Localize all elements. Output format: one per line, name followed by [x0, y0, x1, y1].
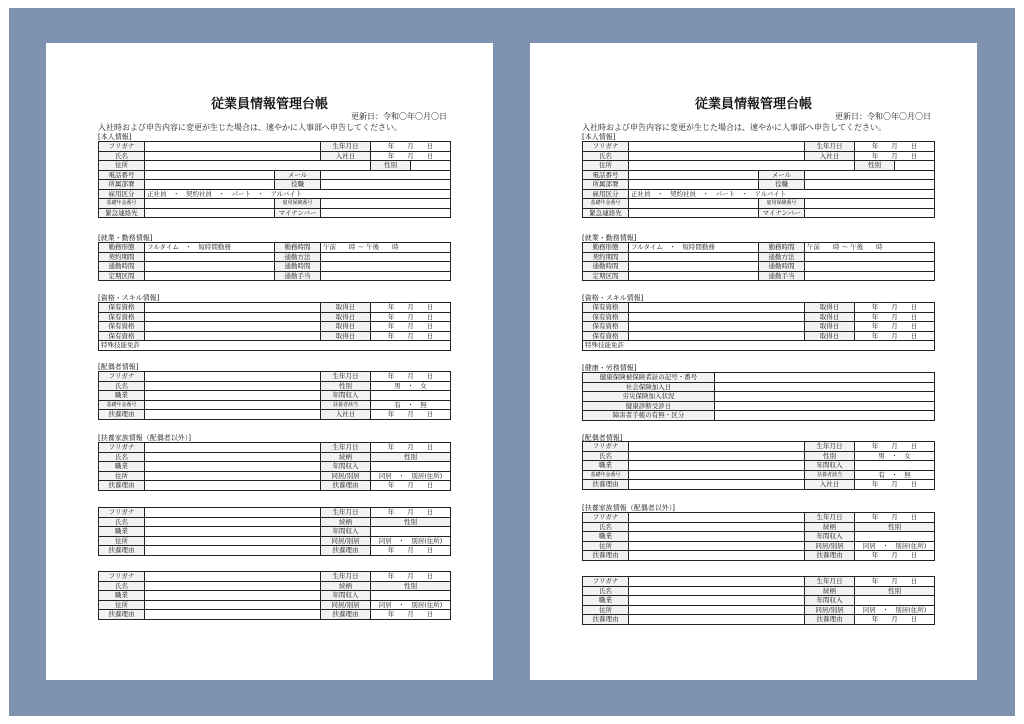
table-row: 扶養理由 扶養理由 年 月 日: [583, 551, 935, 561]
dependent-table-2: [582, 576, 935, 625]
table-row: 特殊技能免許: [99, 341, 451, 351]
table-row: 保有資格 取得日 年 月 日: [99, 322, 451, 332]
input-cell[interactable]: [145, 161, 371, 171]
table-row: 扶養理由 入社日 年 月 日: [583, 480, 935, 490]
document-title: 従業員情報管理台帳: [694, 97, 812, 112]
table-row: 電話番号 メール: [583, 170, 935, 180]
table-row: 健康保険被保険者証の記号・番号: [583, 373, 935, 383]
input-cell[interactable]: [321, 170, 451, 180]
table-row: 保有資格 取得日 年 月 日: [583, 331, 935, 341]
section-title-employment: [就業・勤務情報]: [582, 234, 637, 242]
input-cell[interactable]: [145, 271, 275, 281]
table-row: 保有資格 取得日 年 月 日: [99, 331, 451, 341]
table-row: 保有資格 取得日 年 月 日: [583, 312, 935, 322]
employment-info-table: [582, 242, 935, 281]
table-row: 扶養理由 扶養理由 年 月 日: [583, 615, 935, 625]
table-row: 基礎年金番号 扶養者該当 有 ・ 無: [583, 470, 935, 480]
table-row: 基礎年金番号 雇用保険番号: [583, 199, 935, 209]
table-row: 職業 年間収入: [583, 461, 935, 471]
table-row: 緊急連絡先 マイナンバー: [583, 208, 935, 218]
table-row: フリガナ 生年月日 年 月 日: [583, 142, 935, 152]
table-row: 保有資格 取得日 年 月 日: [583, 303, 935, 313]
section-title-spouse: [配偶者情報]: [582, 434, 623, 442]
spouse-table: [582, 441, 935, 490]
table-row: 氏名 続柄 性別: [99, 452, 451, 462]
input-cell[interactable]: [145, 252, 275, 262]
section-title-personal: [本人情報]: [582, 133, 616, 141]
table-row: 扶養理由 扶養理由 年 月 日: [99, 546, 451, 556]
table-row: 所属部署 役職: [99, 180, 451, 190]
input-cell[interactable]: [321, 271, 451, 281]
section-title-dependents: [扶養家族情報（配偶者以外）]: [582, 504, 675, 512]
table-row: フリガナ 生年月日 年 月 日: [583, 513, 935, 523]
input-cell[interactable]: [321, 262, 451, 272]
table-row: 氏名 入社日 年 月 日: [583, 151, 935, 161]
table-row: 職業 年間収入: [99, 391, 451, 401]
table-row: 基礎年金番号 雇用保険番号: [99, 199, 451, 209]
form-page-right: [530, 43, 977, 680]
table-row: 契約期間 通勤方法: [99, 252, 451, 262]
input-cell[interactable]: [145, 170, 275, 180]
personal-info-table: [582, 141, 935, 218]
table-row: 住所 性別: [99, 161, 451, 171]
table-row: 契約期間 通勤方法: [583, 252, 935, 262]
table-row: 氏名 続柄 性別: [99, 517, 451, 527]
table-row: 勤務形態 フルタイム ・ 短時間勤務 勤務時間 午前 時 〜 午後 時: [99, 243, 451, 253]
input-cell[interactable]: [321, 208, 451, 218]
table-row: フリガナ 生年月日 年 月 日: [99, 508, 451, 518]
section-title-dependents: [扶養家族情報（配偶者以外）]: [98, 434, 191, 442]
table-row: 職業 年間収入: [583, 596, 935, 606]
personal-info-table: [98, 141, 451, 218]
section-title-spouse: [配偶者情報]: [98, 363, 139, 371]
table-row: 住所 同居/別居 同居 ・ 別居(住所): [99, 536, 451, 546]
update-date: 更新日：令和〇年〇月〇日: [835, 112, 931, 121]
table-row: 障害者手帳の有無・区分: [583, 411, 935, 421]
table-row: 社会保険加入日: [583, 382, 935, 392]
table-row: フリガナ 生年月日 年 月 日: [99, 142, 451, 152]
input-cell[interactable]: [321, 199, 451, 209]
table-row: 職業 年間収入: [99, 591, 451, 601]
table-row: 氏名 入社日 年 月 日: [99, 151, 451, 161]
table-row: 所属部署 役職: [583, 180, 935, 190]
table-row: 住所 同居/別居 同居 ・ 別居(住所): [583, 605, 935, 615]
table-row: 通勤時間 通勤時間: [583, 262, 935, 272]
table-row: 職業 年間収入: [99, 462, 451, 472]
table-row: 住所 同居/別居 同居 ・ 別居(住所): [99, 471, 451, 481]
table-row: 基礎年金番号 扶養者該当 有 ・ 無: [99, 400, 451, 410]
employment-info-table: [98, 242, 451, 281]
form-page-left: [46, 43, 493, 680]
section-title-employment: [就業・勤務情報]: [98, 234, 153, 242]
table-row: 職業 年間収入: [583, 532, 935, 542]
table-row: 扶養理由 扶養理由 年 月 日: [99, 481, 451, 491]
health-table: [582, 372, 935, 421]
table-row: 保有資格 取得日 年 月 日: [99, 312, 451, 322]
table-row: フリガナ 生年月日 年 月 日: [99, 372, 451, 382]
input-cell[interactable]: [145, 208, 275, 218]
table-row: 保有資格 取得日 年 月 日: [583, 322, 935, 332]
update-date: 更新日：令和〇年〇月〇日: [351, 112, 447, 121]
spouse-table: [98, 371, 451, 420]
input-cell[interactable]: [145, 151, 321, 161]
table-row: 雇用区分 正社員 ・ 契約社員 ・ パート ・ アルバイト: [583, 189, 935, 199]
table-row: 健康診断受診日: [583, 401, 935, 411]
table-row: 雇用区分 正社員 ・ 契約社員 ・ パート ・ アルバイト: [99, 189, 451, 199]
table-row: 氏名 続柄 性別: [583, 522, 935, 532]
notice-text: 入社時および申告内容に変更が生じた場合は、速やかに人事部へ申告してください。: [582, 123, 886, 132]
notice-text: 入社時および申告内容に変更が生じた場合は、速やかに人事部へ申告してください。: [98, 123, 402, 132]
input-cell[interactable]: [321, 252, 451, 262]
table-row: 扶養理由 入社日 年 月 日: [99, 410, 451, 420]
table-row: 通勤時間 通勤時間: [99, 262, 451, 272]
table-row: 定期区間 通勤手当: [583, 271, 935, 281]
table-row: 保有資格 取得日 年 月 日: [99, 303, 451, 313]
table-row: 住所 同居/別居 同居 ・ 別居(住所): [583, 541, 935, 551]
input-cell[interactable]: [145, 180, 275, 190]
table-row: 緊急連絡先 マイナンバー: [99, 208, 451, 218]
table-row: 氏名 性別 男 ・ 女: [99, 381, 451, 391]
qualification-table: [582, 302, 935, 351]
dependent-table-1: [582, 512, 935, 561]
dependent-table-2: [98, 507, 451, 556]
table-row: 氏名 続柄 性別: [99, 581, 451, 591]
table-row: 勤務形態 フルタイム ・ 短時間勤務 勤務時間 午前 時 〜 午後 時: [583, 243, 935, 253]
qualification-table: [98, 302, 451, 351]
table-row: フリガナ 生年月日 年 月 日: [99, 443, 451, 453]
section-title-health: [健康・労務情報]: [582, 364, 637, 372]
table-row: フリガナ 生年月日 年 月 日: [583, 442, 935, 452]
table-row: 労災保険加入状況: [583, 392, 935, 402]
input-cell[interactable]: [145, 262, 275, 272]
table-row: フリガナ 生年月日 年 月 日: [99, 572, 451, 582]
input-cell[interactable]: [145, 142, 321, 152]
table-row: 氏名 性別 男 ・ 女: [583, 451, 935, 461]
table-row: 電話番号 メール: [99, 170, 451, 180]
table-row: 特殊技能免許: [583, 341, 935, 351]
table-row: 氏名 続柄 性別: [583, 586, 935, 596]
document-title: 従業員情報管理台帳: [210, 97, 328, 112]
input-cell[interactable]: [411, 161, 451, 171]
section-title-qualification: [資格・スキル情報]: [98, 294, 160, 302]
dependent-table-1: [98, 442, 451, 491]
table-row: 住所 性別: [583, 161, 935, 171]
table-row: 職業 年間収入: [99, 527, 451, 537]
table-row: 定期区間 通勤手当: [99, 271, 451, 281]
input-cell[interactable]: [145, 199, 275, 209]
table-row: フリガナ 生年月日 年 月 日: [583, 577, 935, 587]
input-cell[interactable]: [321, 180, 451, 190]
section-title-personal: [本人情報]: [98, 133, 132, 141]
table-row: 住所 同居/別居 同居 ・ 別居(住所): [99, 600, 451, 610]
table-row: 扶養理由 扶養理由 年 月 日: [99, 610, 451, 620]
dependent-table-3: [98, 571, 451, 620]
section-title-qualification: [資格・スキル情報]: [582, 294, 644, 302]
